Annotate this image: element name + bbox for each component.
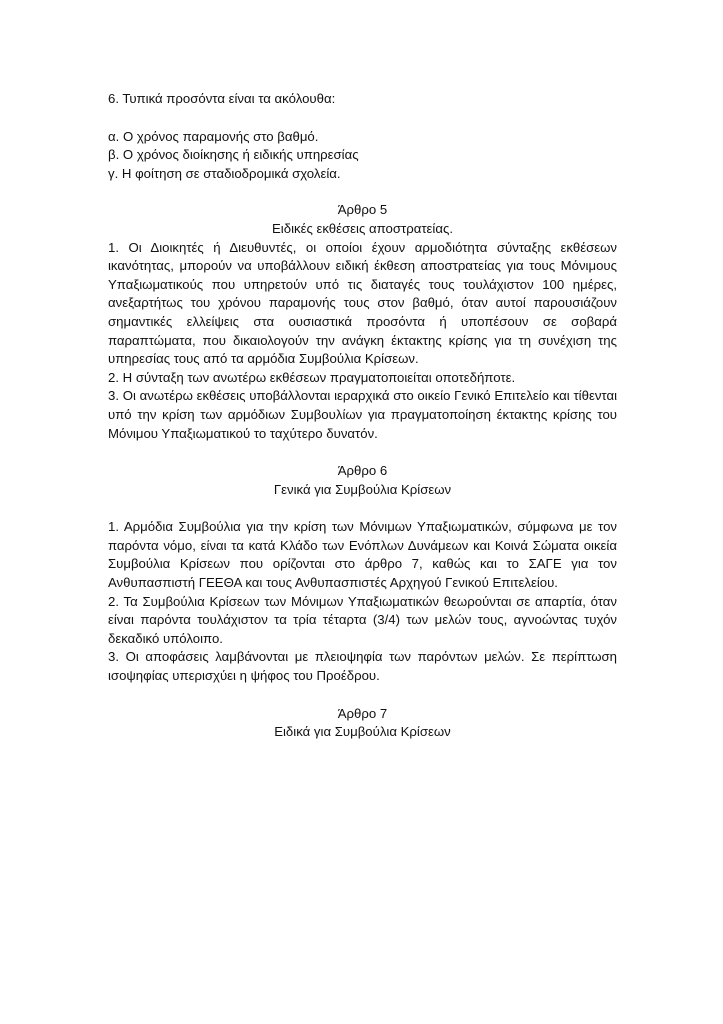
spacer <box>108 109 617 128</box>
list-item-b: β. Ο χρόνος διοίκησης ή ειδικής υπηρεσίας <box>108 147 359 163</box>
article-6-heading: Άρθρο 6 <box>337 463 388 479</box>
article-6-subheading: Γενικά για Συμβούλια Κρίσεων <box>273 481 452 497</box>
article-5-subheading: Ειδικές εκθέσεις αποστρατείας. <box>272 220 453 236</box>
spacer <box>108 183 617 201</box>
article-5-paragraph-2: 2. Η σύνταξη των ανωτέρω εκθέσεων πραγματοποιείται οποτεδήποτε. <box>108 369 516 385</box>
spacer <box>108 443 617 462</box>
article-6-paragraph-2: 2. Τα Συμβούλια Κρίσεων των Μόνιμων Υπαξιωματικών θεωρούνται σε απαρτία, όταν είναι παρόντα τουλάχιστον τα τρία τέταρτα (3/4) των μελών τους, αγνοώντας τυχόν δεκαδικό υπόλοιπο. <box>108 593 617 646</box>
article-6-paragraph-3: 3. Οι αποφάσεις λαμβάνονται με πλειοψηφία των παρόντων μελών. Σε περίπτωση ισοψηφίας υπερισχύει η ψήφος του Προέδρου. <box>108 649 617 684</box>
article-6-paragraph-1: 1. Αρμόδια Συμβούλια για την κρίση των Μόνιμων Υπαξιωματικών, σύμφωνα με τον παρόντα νόμο, είναι τα κατά Κλάδο των Ενόπλων Δυνάμεων και Κοινά Σώματα οικεία Συμβούλια Κρίσεων που ορίζονται στο άρθρο 7, καθώς και το ΣΑΓΕ για τον Ανθυπασπιστή ΓΕΕΘΑ και τους Ανθυπασπιστές Αρχηγού Γενικού Επιτελείου. <box>108 519 617 591</box>
article-7-heading: Άρθρο 7 <box>337 705 388 721</box>
item-6-heading: 6. Τυπικά προσόντα είναι τα ακόλουθα: <box>108 91 336 106</box>
list-item-a: α. Ο χρόνος παραμονής στο βαθμό. <box>108 128 319 144</box>
spacer <box>108 686 617 705</box>
list-item-c: γ. Η φοίτηση σε σταδιοδρομικά σχολεία. <box>108 165 341 181</box>
article-7-subheading: Ειδικά για Συμβούλια Κρίσεων <box>274 724 451 740</box>
article-5-heading: Άρθρο 5 <box>337 202 388 218</box>
spacer <box>108 499 617 518</box>
article-5-paragraph-1: 1. Οι Διοικητές ή Διευθυντές, οι οποίοι έχουν αρμοδιότητα σύνταξης εκθέσεων ικανότητας, μπορούν να υποβάλλουν ειδική έκθεση αποστρατείας για τους Μόνιμους Υπαξιωματικούς που υπηρετούν υπό τις διαταγές τους τουλάχιστον 100 ημέρες, ανεξαρτήτως του χρόνου παραμονής τους στον βαθμό, όταν αυτοί παρουσιάζουν σημαντικές ελλείψεις στα ουσιαστικά προσόντα ή υποπέσουν σε σοβαρά παραπτώματα, που δικαιολογούν την ανάγκη έκτακτης κρίσης για τη συνέχιση της υπηρεσίας τους από τα αρμόδια Συμβούλια Κρίσεων. <box>108 239 617 367</box>
article-5-paragraph-3: 3. Οι ανωτέρω εκθέσεις υποβάλλονται ιεραρχικά στο οικείο Γενικό Επιτελείο και τίθενται υπό την κρίση των αρμόδιων Συμβουλίων για πραγματοποίηση έκτακτης κρίσης του Μόνιμου Υπαξιωματικού το ταχύτερο δυνατόν. <box>108 388 617 441</box>
document-page <box>108 90 617 742</box>
